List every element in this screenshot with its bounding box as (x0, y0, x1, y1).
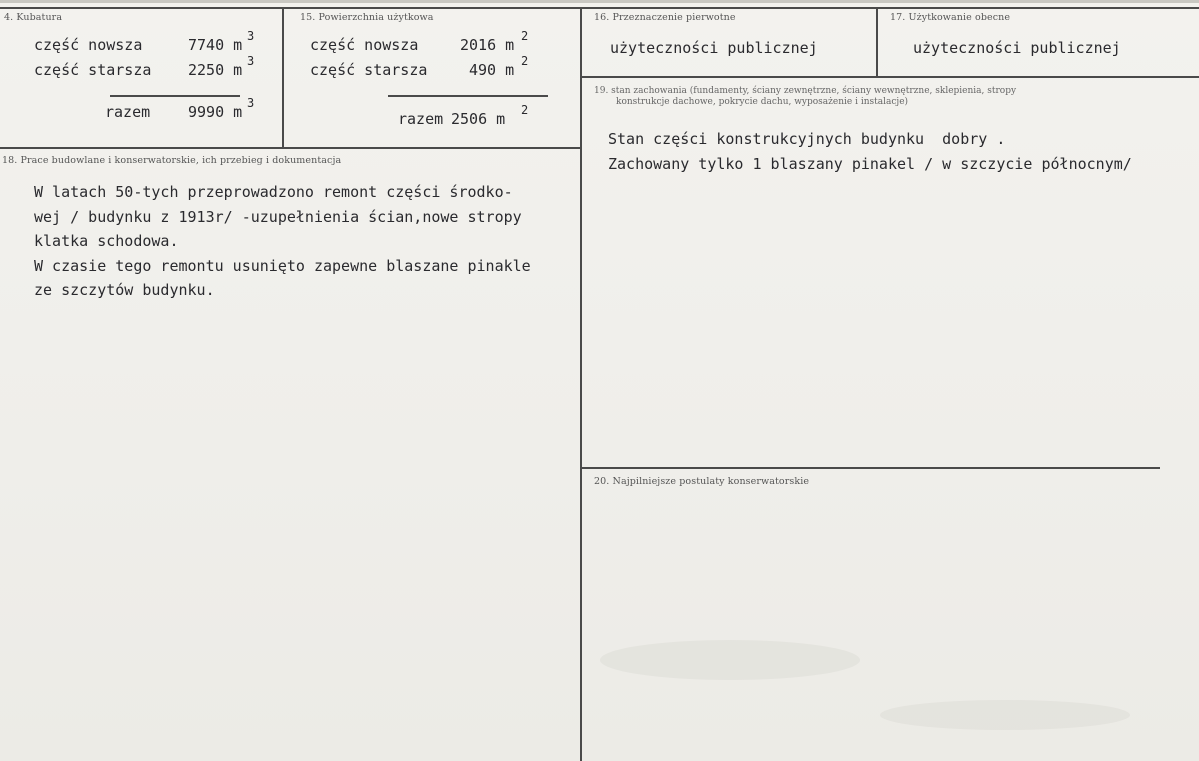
card-top-edge (0, 0, 1199, 3)
f14-older-value: 2250 m (188, 61, 243, 79)
field-18-text (34, 180, 531, 303)
divider-v-14-15 (282, 8, 284, 148)
f14-older-label: część starsza (34, 61, 152, 79)
f18-line-2: wej / budynku z 1913r/ -uzupełnienia ścian,nowe stropy (34, 207, 522, 226)
f18-line-4: W czasie tego remontu usunięto zapewne blaszane pinakle (34, 256, 531, 275)
f18-line-3: klatka schodowa. (34, 232, 179, 250)
f15-newer-label: część nowsza (310, 36, 419, 54)
f19-line-1: Stan części konstrukcyjnych budynku dobry . (608, 130, 1006, 148)
field-19-text (608, 127, 1132, 176)
f19-line-2: Zachowany tylko 1 blaszany pinakel / w szczycie północnym/ (608, 154, 1132, 173)
paper-smudge (880, 700, 1130, 730)
divider-h-right-top (582, 76, 1199, 78)
f14-total-exp: 3 (247, 96, 255, 110)
divider-v-16-17 (876, 8, 878, 76)
f15-total-label: razem (398, 110, 444, 128)
field-18-label: 18. Prace budowlane i konserwatorskie, ich przebieg i dokumentacja (2, 155, 342, 166)
f14-newer-exp: 3 (247, 29, 255, 43)
f19-label-line-1: 19. stan zachowania (fundamenty, ściany zewnętrzne, ściany wewnętrzne, sklepienia, stropy (594, 86, 1017, 96)
f14-newer-label: część nowsza (34, 36, 143, 54)
field-20-label: 20. Najpilniejsze postulaty konserwatorskie (594, 476, 810, 487)
f14-total-value: 9990 m (188, 103, 243, 121)
field-17-value: użyteczności publicznej (913, 39, 1121, 57)
field-16-value: użyteczności publicznej (610, 39, 818, 57)
f15-older-label: część starsza (310, 61, 428, 79)
f15-older-value: 490 m (469, 61, 515, 79)
field-14-label: 4. Kubatura (4, 12, 63, 23)
f14-total-label: razem (105, 103, 151, 121)
f14-sum-line (110, 95, 240, 97)
field-16-label: 16. Przeznaczenie pierwotne (594, 12, 736, 23)
f14-older-exp: 3 (247, 54, 255, 68)
divider-h-left (0, 147, 582, 149)
f15-total-value: 2506 m (451, 110, 506, 128)
f14-newer-value: 7740 m (188, 36, 243, 54)
f15-sum-line (388, 95, 548, 97)
divider-h-right-mid (582, 467, 1160, 469)
divider-h-top (0, 7, 1199, 9)
f15-older-exp: 2 (521, 54, 529, 68)
field-15-label: 15. Powierzchnia użytkowa (300, 12, 434, 23)
field-17-label: 17. Użytkowanie obecne (890, 12, 1011, 23)
paper-smudge (600, 640, 860, 680)
f19-label-line-2: konstrukcje dachowe, pokrycie dachu, wyposażenie i instalacje) (616, 97, 909, 107)
divider-v-main (580, 8, 582, 761)
f15-total-exp: 2 (521, 103, 529, 117)
f15-newer-exp: 2 (521, 29, 529, 43)
f18-line-1: W latach 50-tych przeprowadzono remont części środko- (34, 183, 513, 201)
field-19-label (594, 86, 1114, 108)
f15-newer-value: 2016 m (460, 36, 515, 54)
f18-line-5: ze szczytów budynku. (34, 281, 215, 299)
